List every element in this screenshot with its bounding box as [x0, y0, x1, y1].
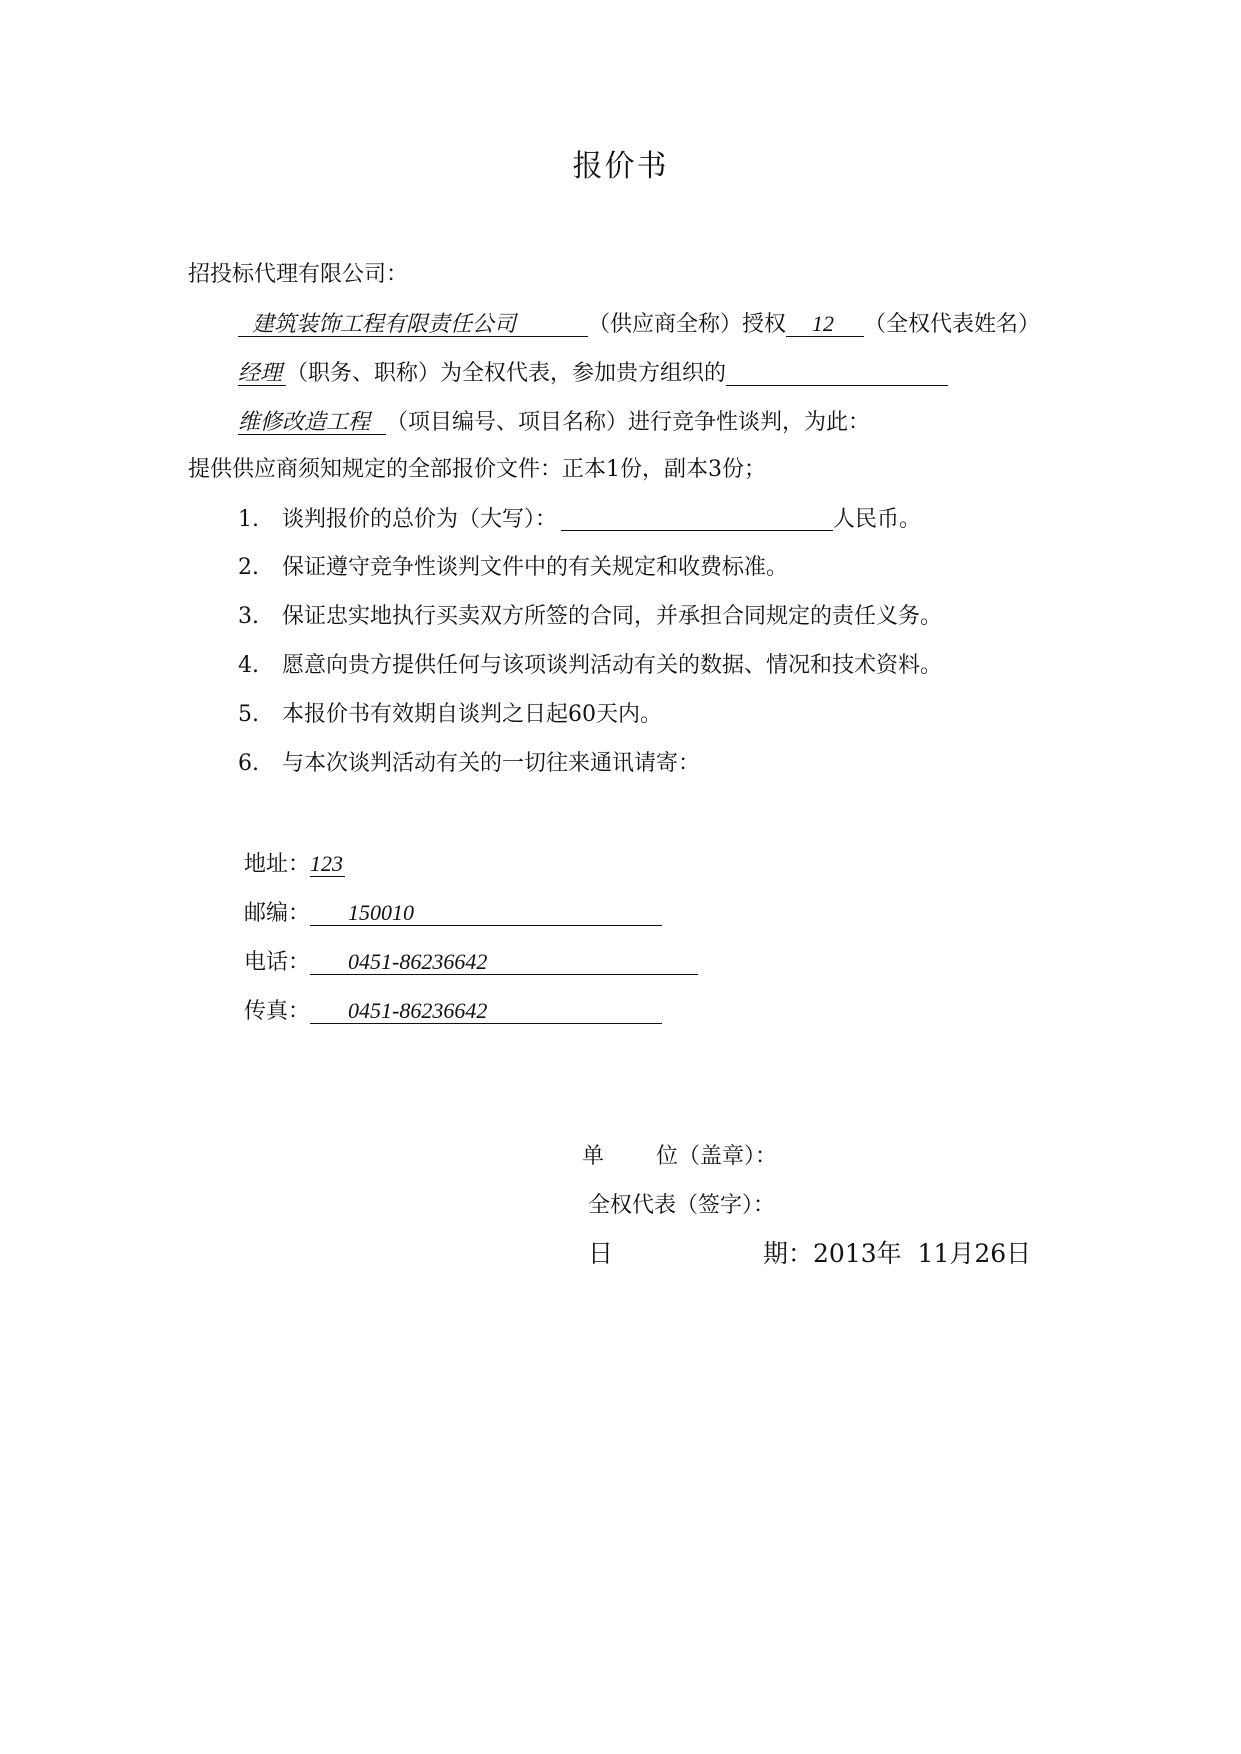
supplier-name-field: 建筑装饰工程有限责任公司 [238, 312, 588, 337]
date-line [588, 1241, 1031, 1266]
position-line [238, 361, 948, 386]
project-field: 维修改造工程 [238, 410, 386, 435]
fax-label: 传真： [244, 999, 311, 1024]
supplier-suffix: （供应商全称）授权 [588, 312, 787, 337]
project-org-blank [726, 363, 948, 386]
postcode-field: 150010 [310, 901, 662, 926]
phone-label: 电话： [244, 950, 311, 975]
unit-char-1: 单 [582, 1144, 605, 1169]
postcode-line [244, 901, 662, 926]
list-item-4 [238, 655, 942, 677]
list-item-text: 愿意向贵方提供任何与该项谈判活动有关的数据、情况和技术资料。 [282, 653, 943, 678]
unit-seal-line [582, 1146, 777, 1168]
list-item-number: 4. [238, 653, 259, 678]
rep-position-suffix: （职务、职称）为全权代表，参加贵方组织的 [286, 361, 727, 386]
list-item-1 [238, 508, 921, 531]
unit-char-2: 位（盖章）： [656, 1144, 778, 1169]
rep-suffix: （全权代表姓名） [864, 312, 1041, 337]
list-item-number: 3. [238, 604, 259, 629]
list-item-text: 保证遵守竞争性谈判文件中的有关规定和收费标准。 [282, 555, 789, 580]
fax-line [244, 999, 662, 1024]
address-line [244, 852, 345, 877]
supplier-line [238, 312, 1040, 337]
date-char-2: 期： [763, 1239, 814, 1268]
project-line [238, 410, 870, 435]
list-item-text: 本报价书有效期自谈判之日起60天内。 [282, 702, 662, 727]
total-price-blank [561, 508, 833, 531]
rep-sign-line: 全权代表（签字）： [588, 1193, 776, 1218]
date-value: 2013年 11月26日 [813, 1239, 1032, 1268]
list-item-3 [238, 606, 942, 628]
list-item-text: 保证忠实地执行买卖双方所签的合同，并承担合同规定的责任义务。 [282, 604, 943, 629]
recipient-line: 招投标代理有限公司： [188, 262, 409, 287]
list-item-tail: 人民币。 [833, 507, 922, 532]
list-item-number: 2. [238, 555, 259, 580]
project-suffix: （项目编号、项目名称）进行竞争性谈判，为此： [386, 410, 871, 435]
address-label: 地址： [244, 852, 311, 877]
phone-line [244, 950, 698, 975]
list-item-number: 5. [238, 702, 259, 727]
postcode-label: 邮编： [244, 901, 311, 926]
rep-position-field: 经理 [238, 361, 286, 386]
address-field: 123 [310, 851, 344, 876]
list-item-number: 1. [238, 507, 259, 532]
list-item-6 [238, 753, 700, 775]
document-title: 报价书 [572, 149, 669, 184]
phone-field: 0451-86236642 [310, 950, 698, 975]
list-item-text: 与本次谈判活动有关的一切往来通讯请寄： [282, 751, 701, 776]
list-item-text: 谈判报价的总价为（大写）： [282, 507, 558, 532]
date-char-1: 日 [588, 1239, 614, 1268]
statement-line: 提供供应商须知规定的全部报价文件：正本1份，副本3份； [188, 457, 766, 482]
list-item-number: 6. [238, 751, 259, 776]
fax-field: 0451-86236642 [310, 999, 662, 1024]
list-item-5 [238, 704, 662, 726]
rep-name-field: 12 [786, 312, 864, 337]
list-item-2 [238, 557, 788, 579]
